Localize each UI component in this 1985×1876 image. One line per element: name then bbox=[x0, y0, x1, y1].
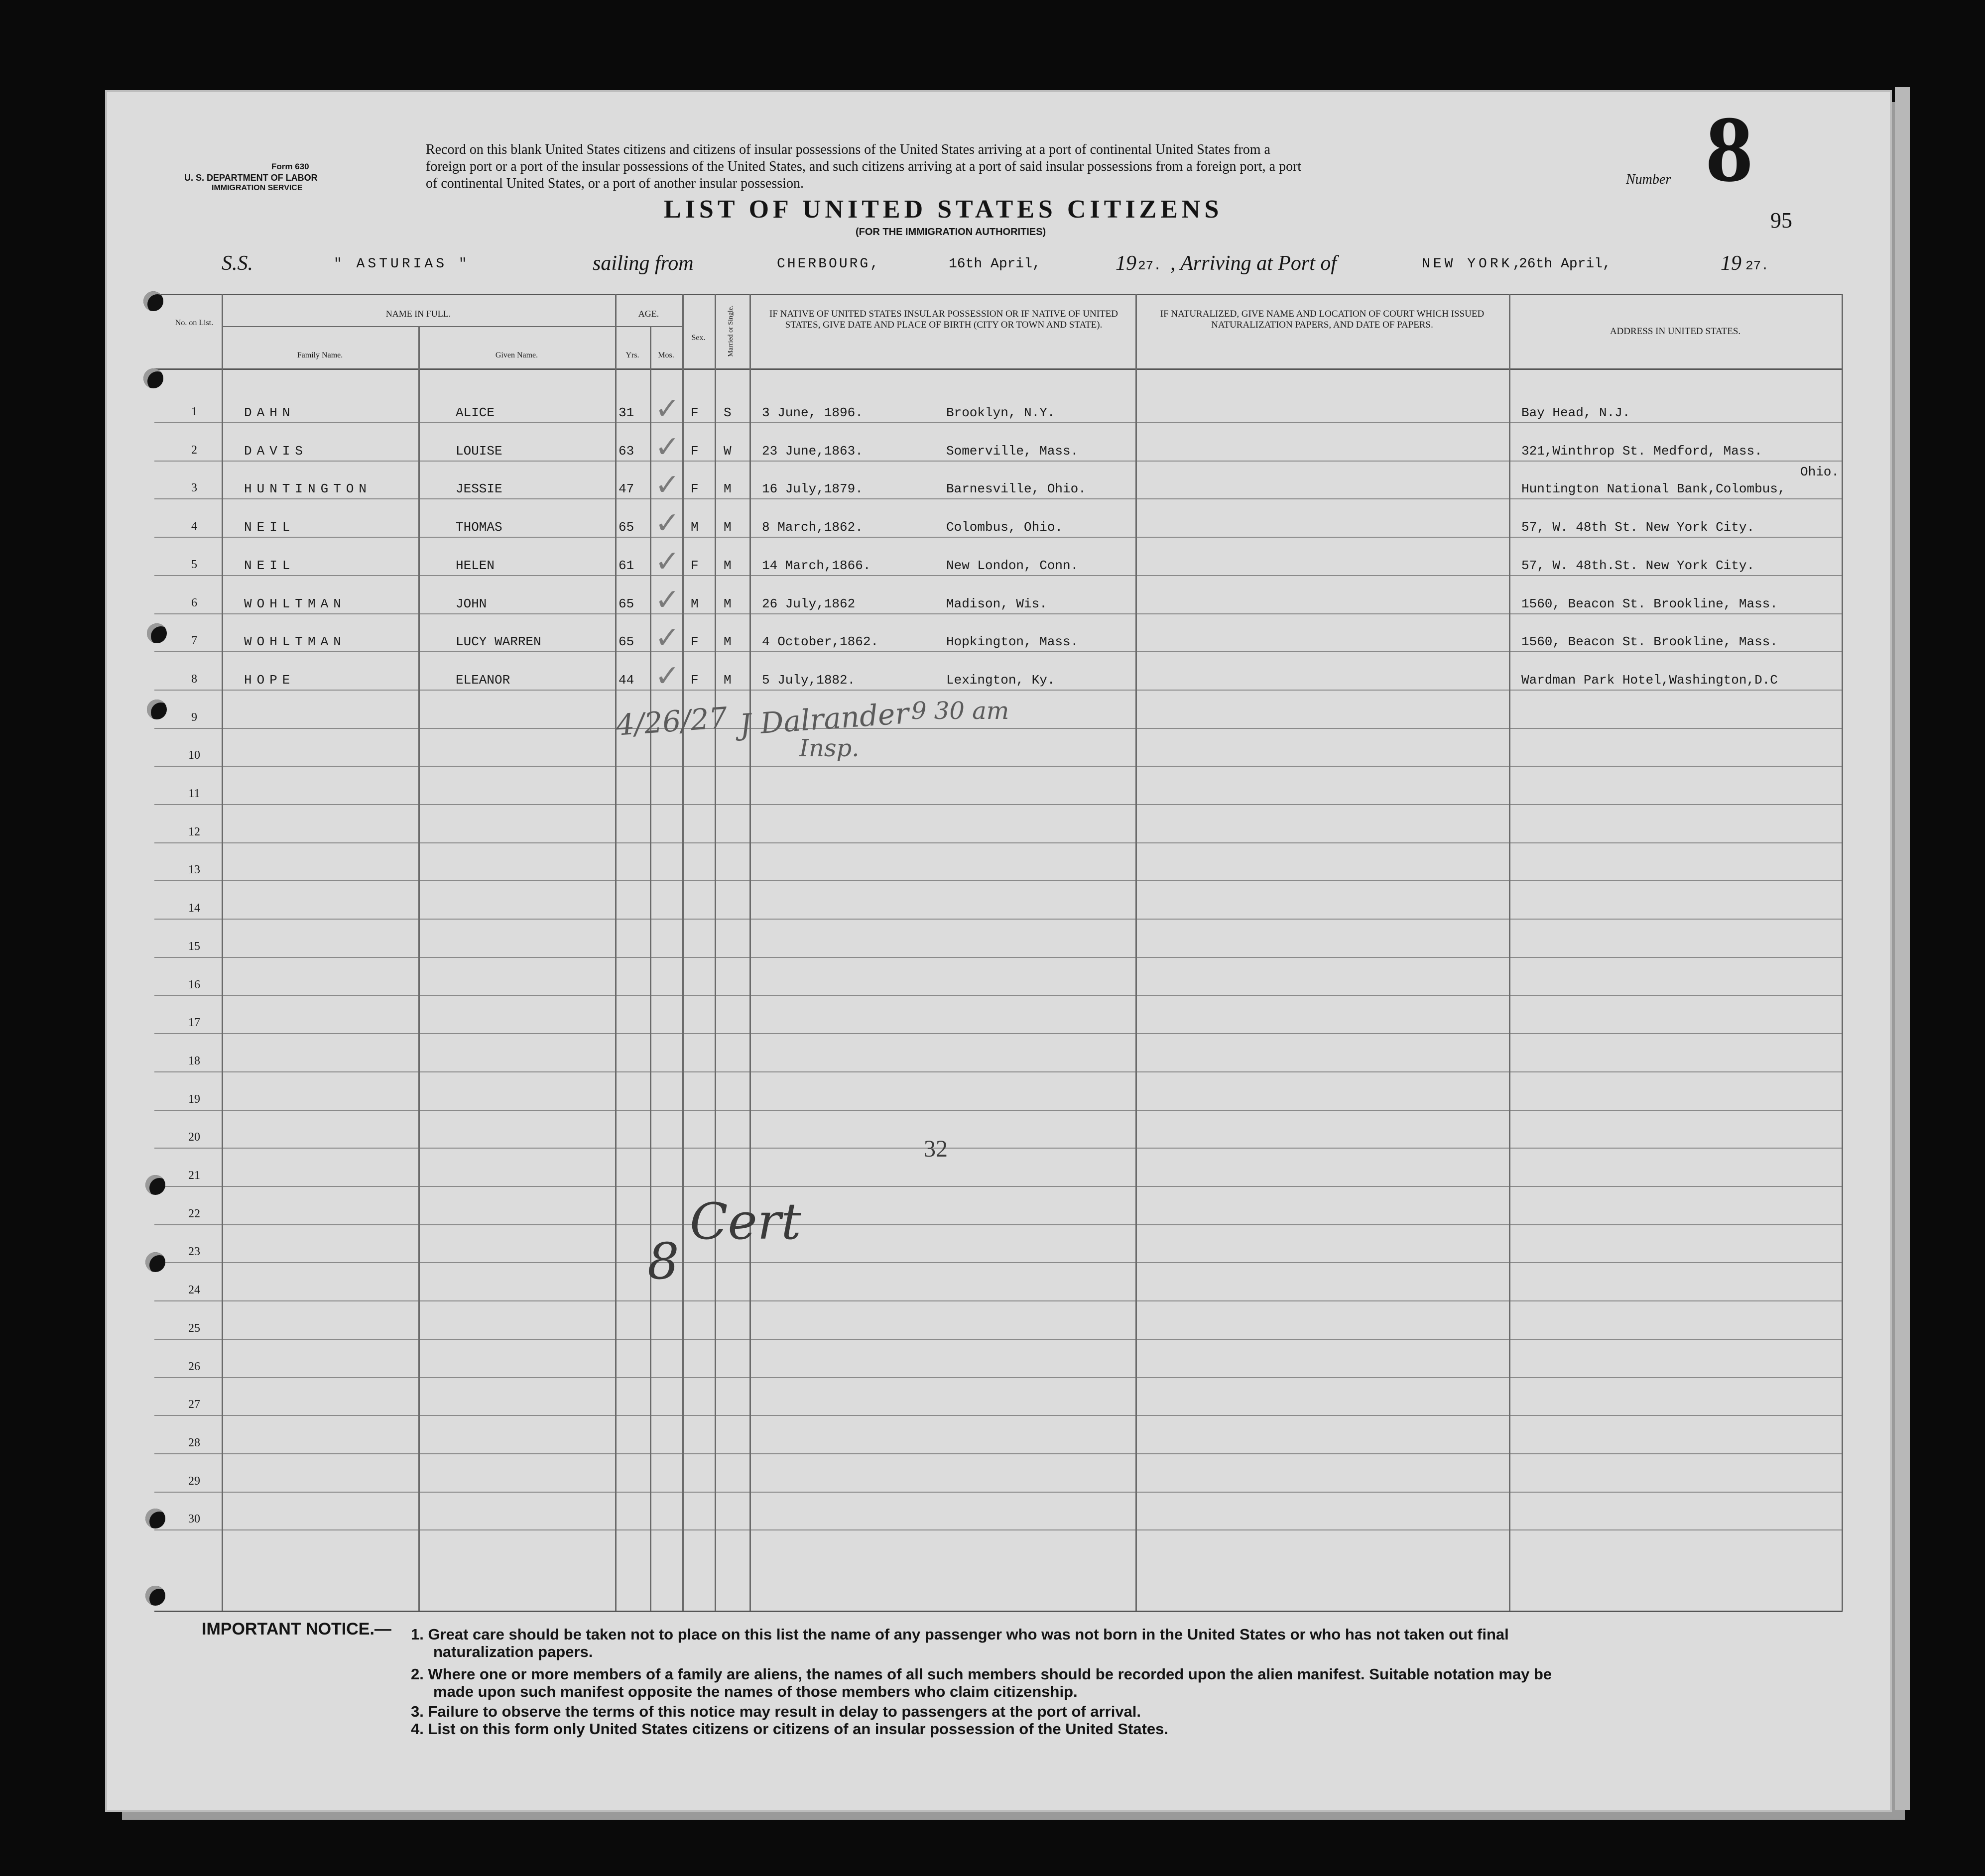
row-rule bbox=[154, 1415, 1843, 1416]
row-rule bbox=[154, 957, 1843, 958]
sex: F bbox=[691, 405, 699, 420]
col-birth-header: IF NATIVE OF UNITED STATES INSULAR POSSESSION OR IF NATIVE OF UNITED STATES, GIVE DATE AND PLACE OF BIRTH (CITY OR TOWN AND STATE). bbox=[769, 309, 1118, 330]
notice-item-4: 4. List on this form only United States citizens or citizens of an insular possession of the United States. bbox=[411, 1720, 1168, 1738]
family-name: DAHN bbox=[244, 405, 295, 420]
row-rule bbox=[154, 1110, 1843, 1111]
family-name: NEIL bbox=[244, 558, 295, 573]
row-rule bbox=[154, 1453, 1843, 1454]
birth-place: Lexington, Ky. bbox=[946, 672, 1055, 688]
row-rule bbox=[154, 1377, 1843, 1378]
col-mos-header: Mos. bbox=[658, 351, 674, 359]
arrive-year: 27. bbox=[1745, 258, 1769, 273]
row-rule bbox=[154, 1071, 1843, 1072]
check-mark: ✓ bbox=[655, 506, 680, 541]
ss-label: S.S. bbox=[222, 252, 253, 275]
form-id: Form 630 bbox=[271, 162, 309, 171]
row-number: 27 bbox=[188, 1398, 200, 1411]
row-rule bbox=[154, 1033, 1843, 1034]
col-yrs-header: Yrs. bbox=[625, 351, 639, 359]
row-number: 29 bbox=[188, 1474, 200, 1488]
notice-item-2-cont: made upon such manifest opposite the names of those members who claim citizenship. bbox=[433, 1683, 1078, 1700]
marital-status: W bbox=[724, 443, 732, 459]
sailing-label: sailing from bbox=[593, 252, 694, 275]
notice-item-1: 1. Great care should be taken not to place on this list the name of any passenger who was not born in the United States or who has not taken out final bbox=[411, 1626, 1509, 1643]
row-rule bbox=[154, 804, 1843, 805]
col-given-header: Given Name. bbox=[495, 351, 538, 359]
row-number: 17 bbox=[188, 1016, 200, 1030]
row-rule bbox=[154, 575, 1843, 576]
row-number: 7 bbox=[191, 634, 197, 648]
count-mark: 8 bbox=[647, 1232, 679, 1290]
family-name: DAVIS bbox=[244, 443, 308, 459]
row-number: 8 bbox=[191, 672, 197, 686]
column-divider bbox=[222, 294, 223, 1611]
col-name-header: NAME IN FULL. bbox=[385, 309, 451, 319]
from-port: CHERBOURG, bbox=[777, 256, 881, 272]
us-address-continued: Ohio. bbox=[1800, 465, 1840, 480]
row-rule bbox=[154, 1492, 1843, 1493]
margin-number: 32 bbox=[924, 1136, 948, 1162]
given-name: JOHN bbox=[456, 596, 487, 611]
binder-hole bbox=[147, 623, 167, 643]
stacked-page-edge bbox=[1895, 87, 1910, 1810]
check-mark: ✓ bbox=[655, 658, 680, 694]
birth-place: Hopkington, Mass. bbox=[946, 634, 1079, 650]
column-divider bbox=[650, 326, 651, 1611]
check-mark: ✓ bbox=[655, 620, 680, 656]
inspection-time: 9 30 am bbox=[911, 697, 1009, 725]
col-married-header: Married or Single. bbox=[727, 305, 735, 357]
us-address: Huntington National Bank,Colombus, bbox=[1521, 481, 1786, 497]
binder-hole bbox=[145, 1252, 165, 1272]
sex: M bbox=[691, 596, 699, 611]
row-number: 25 bbox=[188, 1321, 200, 1335]
row-number: 10 bbox=[188, 749, 200, 762]
row-number: 16 bbox=[188, 978, 200, 991]
birth-place: Brooklyn, N.Y. bbox=[946, 405, 1055, 420]
marital-status: S bbox=[724, 405, 732, 420]
family-name: HOPE bbox=[244, 672, 295, 688]
list-number: 8 bbox=[1706, 97, 1753, 202]
row-number: 1 bbox=[191, 405, 197, 418]
row-number: 15 bbox=[188, 939, 200, 953]
row-number: 23 bbox=[188, 1245, 200, 1259]
birth-date: 4 October,1862. bbox=[762, 634, 879, 650]
col-sex-header: Sex. bbox=[691, 334, 706, 342]
col-address-header: ADDRESS IN UNITED STATES. bbox=[1610, 326, 1741, 337]
notice-heading: IMPORTANT NOTICE.— bbox=[202, 1620, 391, 1639]
depart-date: 16th April, bbox=[949, 256, 1041, 272]
birth-place: Colombus, Ohio. bbox=[946, 520, 1063, 535]
row-number: 9 bbox=[191, 710, 197, 724]
given-name: LUCY WARREN bbox=[456, 634, 541, 650]
family-name: NEIL bbox=[244, 520, 295, 535]
us-address: 321,Winthrop St. Medford, Mass. bbox=[1521, 443, 1762, 459]
sex: F bbox=[691, 558, 699, 573]
check-mark: ✓ bbox=[655, 582, 680, 617]
binder-hole bbox=[143, 291, 163, 311]
us-address: Wardman Park Hotel,Washington,D.C bbox=[1521, 672, 1778, 688]
age-years: 65 bbox=[619, 596, 634, 611]
row-rule bbox=[154, 1529, 1843, 1530]
birth-date: 26 July,1862 bbox=[762, 596, 856, 611]
birth-date: 16 July,1879. bbox=[762, 481, 863, 497]
check-mark: ✓ bbox=[655, 429, 680, 465]
given-name: JESSIE bbox=[456, 481, 502, 497]
marital-status: M bbox=[724, 672, 732, 688]
row-rule bbox=[154, 498, 1843, 499]
given-name: THOMAS bbox=[456, 520, 502, 535]
arriving-label: , Arriving at Port of bbox=[1170, 252, 1337, 275]
name-subheader-rule bbox=[222, 326, 615, 327]
column-divider bbox=[682, 294, 684, 1611]
row-number: 3 bbox=[191, 481, 197, 495]
year-prefix-1: 19 bbox=[1116, 252, 1136, 275]
birth-place: New London, Conn. bbox=[946, 558, 1079, 573]
birth-date: 5 July,1882. bbox=[762, 672, 856, 688]
row-number: 11 bbox=[188, 787, 200, 800]
sex: F bbox=[691, 672, 699, 688]
row-rule bbox=[154, 995, 1843, 996]
row-number: 5 bbox=[191, 558, 197, 571]
table-bottom-rule bbox=[154, 1611, 1843, 1612]
row-rule bbox=[154, 690, 1843, 691]
row-number: 21 bbox=[188, 1169, 200, 1182]
inspection-date: 4/26/27 bbox=[615, 701, 729, 742]
count-word: Cert bbox=[690, 1192, 801, 1251]
marital-status: M bbox=[724, 596, 732, 611]
check-mark: ✓ bbox=[655, 544, 680, 579]
row-number: 12 bbox=[188, 825, 200, 838]
row-rule bbox=[154, 1262, 1843, 1263]
page-subtitle: (FOR THE IMMIGRATION AUTHORITIES) bbox=[856, 227, 1046, 237]
col-family-header: Family Name. bbox=[297, 351, 343, 359]
us-address: 57, W. 48th St. New York City. bbox=[1521, 520, 1755, 535]
col-naturalized-header: IF NATURALIZED, GIVE NAME AND LOCATION OF COURT WHICH ISSUED NATURALIZATION PAPERS, AND DATE OF PAPERS. bbox=[1160, 309, 1485, 330]
birth-date: 14 March,1866. bbox=[762, 558, 871, 573]
age-years: 65 bbox=[619, 520, 634, 535]
check-mark: ✓ bbox=[655, 468, 680, 503]
row-rule bbox=[154, 919, 1843, 920]
row-number: 4 bbox=[191, 520, 197, 533]
header-bottom-rule bbox=[154, 368, 1843, 370]
given-name: ALICE bbox=[456, 405, 495, 420]
birth-place: Barnesville, Ohio. bbox=[946, 481, 1086, 497]
row-rule bbox=[154, 422, 1843, 423]
column-divider bbox=[1509, 294, 1510, 1611]
given-name: LOUISE bbox=[456, 443, 502, 459]
column-divider bbox=[749, 294, 751, 1611]
us-address: 1560, Beacon St. Brookline, Mass. bbox=[1521, 634, 1778, 650]
row-rule bbox=[154, 651, 1843, 652]
manifest-page bbox=[107, 92, 1890, 1810]
marital-status: M bbox=[724, 520, 732, 535]
row-number: 19 bbox=[188, 1092, 200, 1106]
row-number: 30 bbox=[188, 1513, 200, 1526]
row-rule bbox=[154, 537, 1843, 538]
notice-item-1-cont: naturalization papers. bbox=[433, 1643, 593, 1660]
family-name: WOHLTMAN bbox=[244, 596, 346, 611]
birth-place: Somerville, Mass. bbox=[946, 443, 1079, 459]
binder-hole bbox=[147, 700, 167, 719]
row-number: 13 bbox=[188, 863, 200, 877]
row-number: 28 bbox=[188, 1436, 200, 1449]
age-years: 61 bbox=[619, 558, 634, 573]
row-rule bbox=[154, 728, 1843, 729]
row-rule bbox=[154, 1300, 1843, 1301]
binder-hole bbox=[145, 1509, 165, 1528]
manifest-table bbox=[107, 92, 1890, 1810]
binder-hole bbox=[145, 1586, 165, 1606]
age-years: 44 bbox=[619, 672, 634, 688]
column-divider bbox=[418, 326, 420, 1611]
table-top-rule bbox=[154, 294, 1843, 295]
column-divider bbox=[715, 294, 716, 1611]
us-address: Bay Head, N.J. bbox=[1521, 405, 1630, 420]
us-address: 1560, Beacon St. Brookline, Mass. bbox=[1521, 596, 1778, 611]
row-rule bbox=[154, 613, 1843, 614]
column-divider bbox=[615, 294, 617, 1611]
row-rule bbox=[154, 1148, 1843, 1149]
row-rule bbox=[154, 461, 1843, 462]
age-subheader-rule bbox=[615, 326, 682, 327]
birth-date: 3 June, 1896. bbox=[762, 405, 863, 420]
department-label: U. S. DEPARTMENT OF LABOR bbox=[184, 173, 318, 183]
row-rule bbox=[154, 766, 1843, 767]
col-age-header: AGE. bbox=[638, 309, 659, 319]
age-years: 47 bbox=[619, 481, 634, 497]
age-years: 65 bbox=[619, 634, 634, 650]
col-no-header: No. on List. bbox=[175, 319, 214, 327]
column-divider bbox=[1842, 294, 1843, 1611]
age-years: 31 bbox=[619, 405, 634, 420]
instructions-line-2: foreign port or a port of the insular possessions of the United States, and such citizens arriving at a port of said insular possessions from a foreign port, a port bbox=[426, 159, 1302, 174]
sex: F bbox=[691, 634, 699, 650]
row-number: 24 bbox=[188, 1284, 200, 1297]
instructions-line-1: Record on this blank United States citizens and citizens of insular possessions of the United States arriving at a port of continental United States from a bbox=[426, 142, 1270, 157]
instructions-line-3: of continental United States, or a port of another insular possession. bbox=[426, 176, 804, 191]
sex: M bbox=[691, 520, 699, 535]
family-name: HUNTINGTON bbox=[244, 481, 372, 497]
row-rule bbox=[154, 1339, 1843, 1340]
arrive-date: 26th April, bbox=[1519, 256, 1611, 272]
given-name: ELEANOR bbox=[456, 672, 510, 688]
year-prefix-2: 19 bbox=[1721, 252, 1741, 275]
row-number: 14 bbox=[188, 902, 200, 915]
row-number: 20 bbox=[188, 1131, 200, 1144]
row-rule bbox=[154, 1224, 1843, 1225]
age-years: 63 bbox=[619, 443, 634, 459]
column-divider bbox=[1135, 294, 1137, 1611]
page-title: LIST OF UNITED STATES CITIZENS bbox=[664, 195, 1223, 224]
row-rule bbox=[154, 880, 1843, 881]
row-number: 2 bbox=[191, 443, 197, 457]
marital-status: M bbox=[724, 481, 732, 497]
row-number: 18 bbox=[188, 1054, 200, 1067]
row-rule bbox=[154, 842, 1843, 843]
ship-name: " ASTURIAS " bbox=[334, 256, 470, 272]
number-label: Number bbox=[1626, 172, 1671, 187]
marital-status: M bbox=[724, 558, 732, 573]
birth-place: Madison, Wis. bbox=[946, 596, 1047, 611]
depart-year: 27. bbox=[1138, 258, 1161, 273]
binder-hole bbox=[145, 1175, 165, 1195]
notice-item-3: 3. Failure to observe the terms of this notice may result in delay to passengers at the port of arrival. bbox=[411, 1703, 1141, 1720]
inspector-signature: J Dalrander bbox=[739, 696, 910, 742]
given-name: HELEN bbox=[456, 558, 495, 573]
notice-item-2: 2. Where one or more members of a family are aliens, the names of all such members should be recorded upon the alien manifest. Suitable notation may be bbox=[411, 1665, 1552, 1683]
birth-date: 23 June,1863. bbox=[762, 443, 863, 459]
service-label: IMMIGRATION SERVICE bbox=[212, 184, 303, 192]
marital-status: M bbox=[724, 634, 732, 650]
family-name: WOHLTMAN bbox=[244, 634, 346, 650]
sex: F bbox=[691, 481, 699, 497]
binder-hole bbox=[143, 368, 163, 388]
us-address: 57, W. 48th.St. New York City. bbox=[1521, 558, 1755, 573]
row-number: 22 bbox=[188, 1207, 200, 1220]
sex: F bbox=[691, 443, 699, 459]
birth-date: 8 March,1862. bbox=[762, 520, 863, 535]
row-rule bbox=[154, 1186, 1843, 1187]
row-number: 26 bbox=[188, 1360, 200, 1373]
check-mark: ✓ bbox=[655, 391, 680, 426]
row-number: 6 bbox=[191, 596, 197, 609]
to-port: NEW YORK, bbox=[1422, 256, 1524, 272]
inspector-title: Insp. bbox=[799, 734, 860, 762]
page-number: 95 bbox=[1770, 208, 1792, 233]
